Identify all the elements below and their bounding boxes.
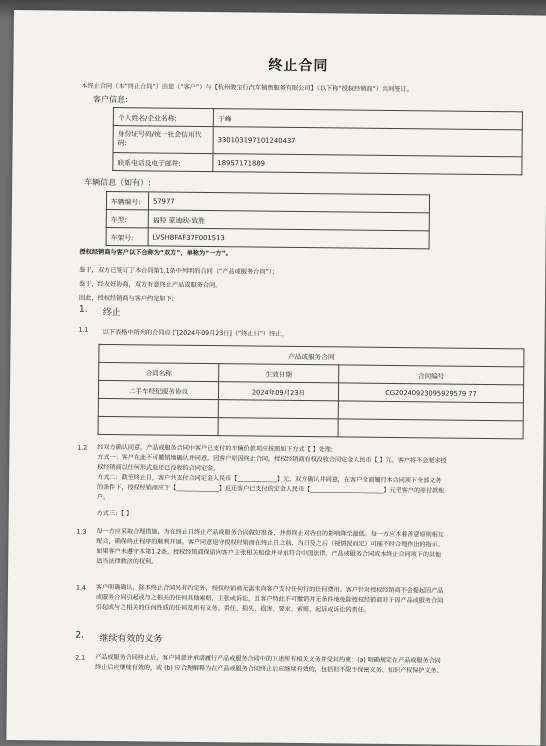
contract-table-caption: 产品或服务合同 [99, 344, 524, 366]
column-header-date: 生效日期 [219, 364, 339, 383]
clause-2-1-text [95, 653, 443, 677]
section-2-number: 2. [75, 630, 85, 641]
customer-name-value: 于峰 [213, 109, 522, 130]
intro-paragraph: 本终止合同（本“终止合同”）由您（“客户”）与【杭州骏宝行汽车销售服务有限公司】（以下称“授权经销商”）共同签订。 [81, 82, 413, 94]
clause-1-2-line: 方式一：客户在此不可撤销地确认并同意，因客户原因终止合同，授权经销商有权没收合同定金人民币【 】元。客户将不会要求授 [97, 453, 447, 465]
section-1-title: 终止 [102, 307, 121, 319]
contract-name-cell: 二手车经纪服务协议 [98, 380, 218, 399]
customer-contact-label: 联系电话及电子邮件: [113, 153, 213, 172]
document-page [6, 10, 546, 746]
vehicle-number-label: 车辆编号: [106, 191, 148, 209]
section-2-title: 继续有效的义务 [99, 633, 163, 645]
document-title: 终止合同 [268, 57, 329, 75]
table-row [113, 153, 522, 175]
table-row [113, 126, 522, 157]
recital-2: 鉴于，经友好协商，双方有意终止产品或服务合同。 [79, 280, 222, 290]
clause-1-2-line: 方式三：【 】 [96, 509, 133, 518]
customer-id-label: 身份证号码/统一社会信用代码: [113, 126, 213, 154]
customer-info-label: 客户信息: [93, 94, 128, 105]
vehicle-info-label: 车辆信息（如有）: [84, 177, 151, 188]
customer-contact-value: 18957171889 [213, 154, 522, 175]
clause-2-1-number: 2.1 [75, 654, 86, 662]
clause-1-1-number: 1.1 [78, 326, 89, 334]
clause-1-3-line: 配合，确保终止程序的顺利开展。客户同意退守授权经销商在终止日之前、当日及之后（视情况而定）可能不时合理作出的指示。 [96, 537, 444, 549]
table-row [106, 227, 429, 248]
clause-1-2-line: 的条件下，授权经销商应于【______________】返还客户已支付的定金人民币【________________________】元至客户的原付款账 [96, 483, 445, 495]
vehicle-model-label: 车型: [106, 209, 148, 227]
clause-1-4-line: 或服务合同引起或与之相关的任何其他索赔，主张或诉讼，且客户特此不可撤销并无条件地免除授权经销商对于因产品或服务合同 [95, 593, 444, 605]
clause-1-3-line: 每一方应采取合理措施，为在终止日终止产品或服务合同做好准备，并将终止对各自的影响降至最低。每一方应本着善意原则相互 [96, 527, 444, 539]
agreement-lead: 因此，授权经销商与客户约定如下: [78, 294, 174, 303]
recital-1: 鉴于，双方已签订了本合同第1.1条中列明的合同（“产品或服务合同”）； [79, 266, 279, 276]
clause-2-1-line: 产品或服务合同终止后，客户同意并承诺履行产品或服务合同中的下述所有相关义务并受其约束：(a) 明确规定在产品或服务合同 [95, 653, 441, 665]
vehicle-number-value: 57977 [148, 192, 429, 213]
column-header-number: 合同编号 [339, 365, 524, 385]
clause-1-3-number: 1.3 [76, 528, 87, 536]
vehicle-model-value: 福特 蒙迪欧-致胜 [148, 210, 429, 231]
clause-1-4-number: 1.4 [75, 584, 86, 592]
customer-name-label: 个人姓名/企业名称: [113, 108, 213, 127]
vin-label: 车架号: [106, 227, 148, 245]
vin-value: LVSHBFAF37F001513 [148, 228, 429, 249]
clause-1-2-number: 1.2 [77, 444, 88, 452]
column-header-name: 合同名称 [99, 362, 219, 381]
clause-1-3-line: 如果客户未遵守本第1.2条，授权经销商保留向客户主张相关赔偿并寻求符合中国法律、产品或服务合同或本终止合同项下的其他 [96, 547, 442, 559]
contract-number-cell: CG20240923095929579 77 [338, 383, 523, 403]
clause-1-3-text [96, 527, 444, 571]
clause-1-2-line: 经双方确认同意，产品或服务合同中客户已支付的车辆价款项应按照如下方式【 】处理: [97, 443, 334, 454]
parties-definition: 授权经销商与客户以下合称为“双方”，单称为“一方”。 [79, 248, 232, 258]
clause-1-2-line: 权经销商以任何形式退还已没收的合同定金。 [97, 463, 220, 473]
customer-info-table [112, 107, 523, 175]
clause-1-2-line: 方式二：截至终止日，客户共支付合同定金人民币【_____________】元，双方确认并同意，在客户全面履行本合同项下全部义务 [97, 473, 442, 485]
contract-date-cell: 2024年09月23日 [218, 382, 338, 401]
section-1-number: 1. [78, 304, 88, 315]
customer-id-value: 330103197101240437 [213, 127, 522, 157]
contract-table [98, 344, 525, 439]
vehicle-info-table [106, 191, 431, 249]
clause-1-4-text [96, 583, 444, 617]
clause-1-2-text [97, 443, 447, 523]
clause-1-2-line: 户。 [96, 493, 110, 502]
clause-1-1-text: 以下表格中所列的合同应于[2024年09月23日]（“终止日”）终止。 [102, 328, 288, 338]
clause-1-4-line: 引起或与之相关的任何性质的任何及所有义务、责任、损失、损害、要求、索赔、起诉或诉讼的责任。 [95, 603, 370, 614]
clause-1-4-line: 客户明确确认，除本终止合同另有约定外，授权经销商无需未向客户支付任何行的任何费用。客户针对授权经销商不会提起因产品 [95, 583, 444, 595]
clause-2-1-line: 终止后应继续有效的，或 (b) 应合理解释为在产品或服务合同终止后应继续有效的，包括但不限于保密义务、知识产权保护义务、 [95, 663, 443, 675]
table-row-empty [98, 416, 523, 438]
clause-1-3-line: 适当法律救济的权利。 [96, 557, 158, 566]
